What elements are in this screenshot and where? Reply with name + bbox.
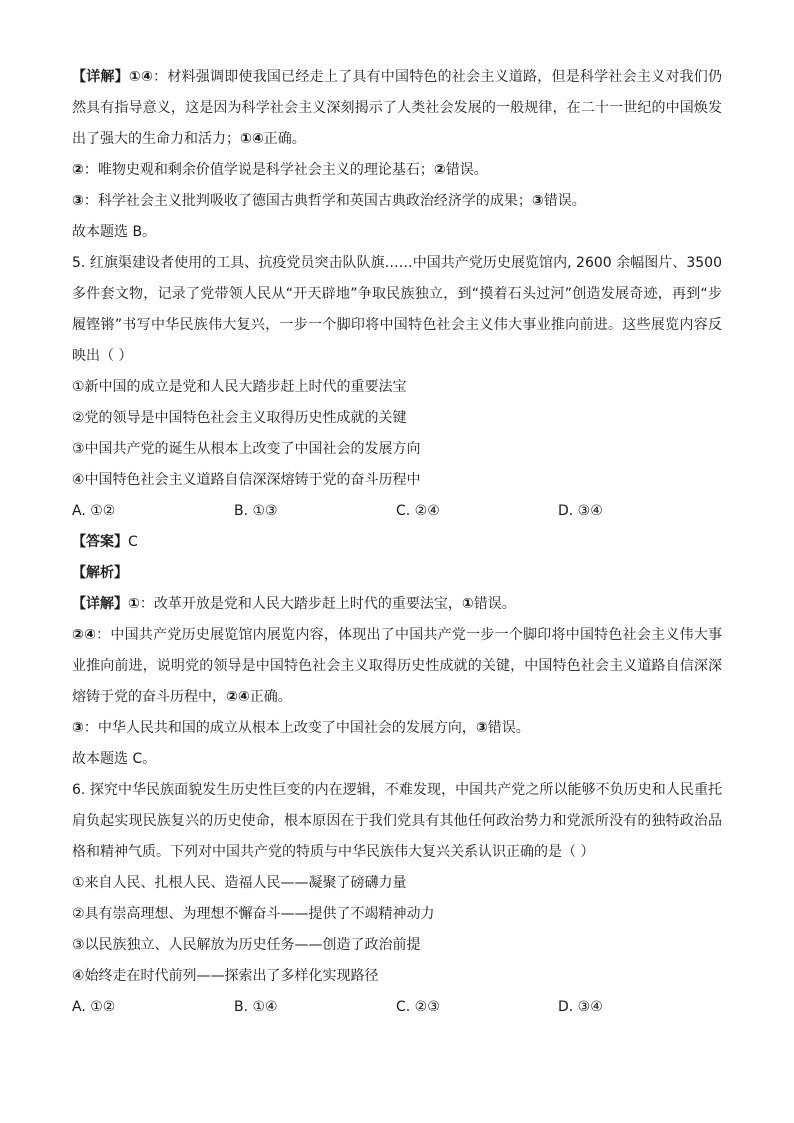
q6-option-c: C. ②③ xyxy=(396,999,440,1015)
q5-option-b: B. ①③ xyxy=(234,503,278,519)
item-number: ① xyxy=(461,596,474,612)
q6-item-4: ④始终走在时代前列——探索出了多样化实现路径 xyxy=(72,968,379,984)
item-number: ① xyxy=(128,596,140,612)
explain-verdict: 错误。 xyxy=(445,162,488,178)
explain-text: ：材料强调即使我国已经走上了具有中国特色的社会主义道路，但是科学社会主义对我们仍然具有指导意义，这是因为科学社会主义深刻揭示了人类社会发展的一般规律，在二十一世纪的中国焕发出了强大的生命力和活力； xyxy=(72,69,723,147)
explain-text: ：唯物史观和剩余价值学说是科学社会主义的理论基石； xyxy=(83,162,434,178)
q5-option-c: C. ②④ xyxy=(396,503,440,519)
q5-item-2: ②党的领导是中国特色社会主义取得历史性成就的关键 xyxy=(72,410,407,426)
q5-item-1: ①新中国的成立是党和人民大踏步赶上时代的重要法宝 xyxy=(72,379,407,395)
explain-text: ：改革开放是党和人民大踏步赶上时代的重要法宝， xyxy=(139,596,462,612)
q6-item-1: ①来自人民、扎根人民、造福人民——凝聚了磅礴力量 xyxy=(72,875,407,891)
explain-verdict: 正确。 xyxy=(249,689,292,705)
explain-verdict: 正确。 xyxy=(263,131,306,147)
explain-verdict: 错误。 xyxy=(543,193,586,209)
q6-item-3: ③以民族独立、人民解放为历史任务——创造了政治前提 xyxy=(72,937,421,953)
q5-explain-para-1 xyxy=(72,589,722,620)
explain-text: ：中华人民共和国的成立从根本上改变了中国社会的发展方向， xyxy=(83,720,476,736)
item-number: ①④ xyxy=(128,69,154,85)
item-number: ② xyxy=(433,162,446,178)
q6-option-a: A. ①② xyxy=(72,999,116,1015)
q5-answer xyxy=(72,527,722,558)
item-number: ②④ xyxy=(226,689,250,705)
q4-explain-para-2 xyxy=(72,155,722,186)
q5-stem: 5. 红旗渠建设者使用的工具、抗疫党员突击队队旗……中国共产党历史展览馆内, 2600 余幅图片、3500 多件套文物，记录了党带领人民从“开天辟地”争取民族独立，到“摸着石头过河”创造发展奇迹，再到“步履铿锵”书写中华民族伟大复兴，一步一个脚印将中国特色社会主义伟大事业推向前进。这些展览内容反映出（ ） xyxy=(72,255,722,364)
item-number: ②④ xyxy=(72,627,97,643)
explain-verdict: 错误。 xyxy=(487,720,530,736)
item-number: ①④ xyxy=(240,131,264,147)
explain-text: ：中国共产党历史展览馆内展览内容，体现出了中国共产党一步一个脚印将中国特色社会主义伟大事业推向前进，说明党的领导是中国特色社会主义取得历史性成就的关键，中国特色社会主义道路自信深深熔铸于党的奋斗历程中， xyxy=(72,627,722,705)
document-page xyxy=(72,62,722,1023)
explain-tag: 【详解】 xyxy=(72,69,129,85)
explain-verdict: 错误。 xyxy=(473,596,516,612)
q6-item-2: ②具有崇高理想、为理想不懈奋斗——提供了不竭精神动力 xyxy=(72,906,435,922)
q4-conclusion: 故本题选 B。 xyxy=(72,224,157,240)
item-number: ③ xyxy=(72,193,84,209)
q4-explain-para-1 xyxy=(72,62,722,155)
q5-analysis-tag: 【解析】 xyxy=(72,565,128,581)
item-number: ③ xyxy=(475,720,488,736)
answer-value: C xyxy=(128,534,138,550)
q6-option-d: D. ③④ xyxy=(558,999,603,1015)
q6-stem: 6. 探究中华民族面貌发生历史性巨变的内在逻辑，不难发现，中国共产党之所以能够不负历史和人民重托肩负起实现民族复兴的历史使命，根本原因在于我们党具有其他任何政治势力和党派所没有的独特政治品格和精神气质。下列对中国共产党的特质与中华民族伟大复兴关系认识正确的是（ ） xyxy=(72,782,722,860)
item-number: ② xyxy=(72,162,84,178)
explain-tag: 【详解】 xyxy=(72,596,128,612)
q5-option-a: A. ①② xyxy=(72,503,116,519)
q6-options xyxy=(72,992,722,1023)
q4-explain-para-3 xyxy=(72,186,722,217)
explain-text: ：科学社会主义批判吸收了德国古典哲学和英国古典政治经济学的成果； xyxy=(83,193,532,209)
q6-option-b: B. ①④ xyxy=(234,999,278,1015)
q5-options xyxy=(72,496,722,527)
q5-conclusion: 故本题选 C。 xyxy=(72,751,157,767)
q5-option-d: D. ③④ xyxy=(558,503,603,519)
q5-explain-para-3 xyxy=(72,713,722,744)
q5-explain-para-2 xyxy=(72,620,722,713)
item-number: ③ xyxy=(72,720,84,736)
item-number: ③ xyxy=(531,193,544,209)
answer-tag: 【答案】 xyxy=(72,534,128,550)
q5-item-4: ④中国特色社会主义道路自信深深熔铸于党的奋斗历程中 xyxy=(72,472,421,488)
q5-item-3: ③中国共产党的诞生从根本上改变了中国社会的发展方向 xyxy=(72,441,421,457)
